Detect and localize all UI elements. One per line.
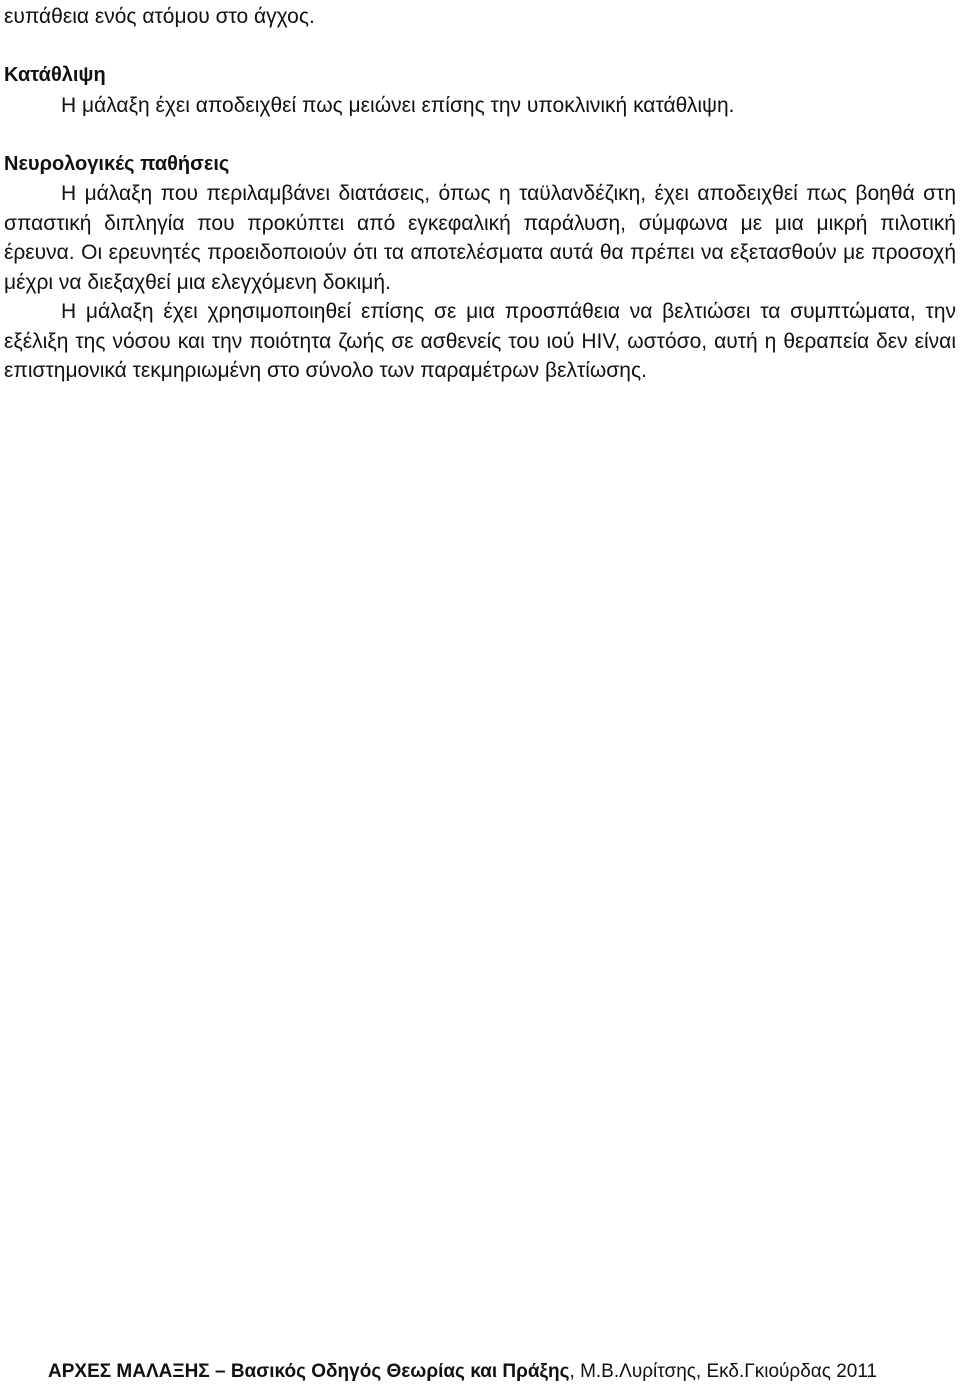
spacer (4, 120, 956, 150)
section-depression (4, 61, 956, 120)
lead-line: ευπάθεια ενός ατόμου στο άγχος. (4, 5, 315, 28)
document-page (4, 0, 956, 1391)
section-paragraph: Η μάλαξη έχει χρησιμοποιηθεί επίσης σε μια προσπάθεια να βελτιώσει τα συμπτώματα, την εξέλιξη της νόσου και την ποιότητα ζωής σε ασθενείς του ιού HIV, ωστόσο, αυτή η θεραπεία δεν είναι επιστημονικά τεκμηριωμένη στο σύνολο των παραμέτρων βελτίωσης. (4, 300, 956, 382)
footer-credits: , Μ.Β.Λυρίτσης, Εκδ.Γκιούρδας 2011 (569, 1361, 878, 1382)
page-footer (48, 1360, 948, 1384)
section-paragraph: Η μάλαξη που περιλαμβάνει διατάσεις, όπως η ταϋλανδέζικη, έχει αποδειχθεί πως βοηθά στη σπαστική διπληγία που προκύπτει από εγκεφαλική παράλυση, σύμφωνα με μια μικρή πιλοτική έρευνα. Οι ερευνητές προειδοποιούν ότι τα αποτελέσματα αυτά θα πρέπει να εξετασθούν με προσοχή μέχρι να διεξαχθεί μια ελεγχόμενη δοκιμή. (4, 182, 956, 294)
footer-title: ΑΡΧΕΣ ΜΑΛΑΞΗΣ – Βασικός Οδηγός Θεωρίας και Πράξης (48, 1361, 570, 1382)
section-heading: Νευρολογικές παθήσεις (4, 152, 230, 175)
section-paragraph: Η μάλαξη έχει αποδειχθεί πως μειώνει επίσης την υποκλινική κατάθλιψη. (61, 93, 735, 117)
section-neurological (4, 150, 956, 386)
spacer (4, 32, 956, 62)
section-heading: Κατάθλιψη (4, 64, 106, 86)
